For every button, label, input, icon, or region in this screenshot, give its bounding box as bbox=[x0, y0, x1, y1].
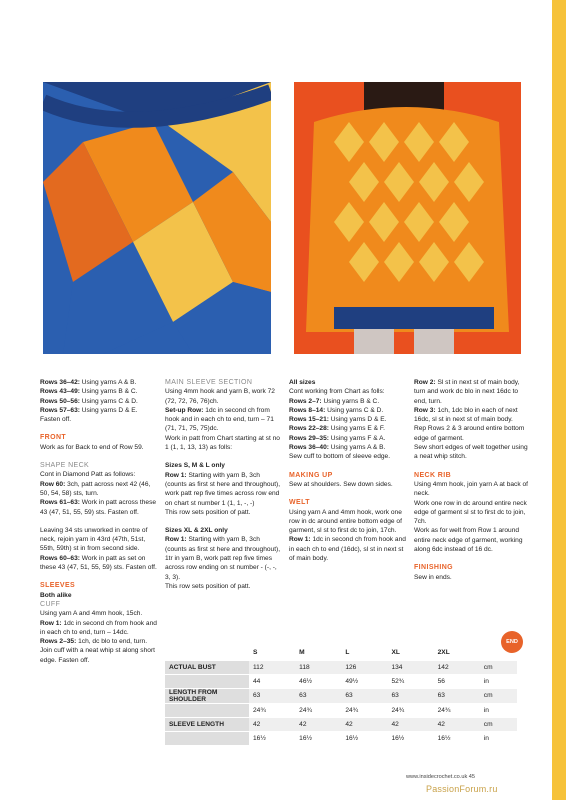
instruction-line: Rows 36–42: Using yarns A & B. bbox=[40, 379, 137, 386]
row-label bbox=[165, 674, 249, 688]
size-header: XL bbox=[387, 646, 433, 660]
table-cell: 42 bbox=[341, 717, 387, 731]
size-header: 2XL bbox=[434, 646, 480, 660]
instruction-line: Using yarn A and 4mm hook, work one row in dc around entire bottom edge of garment, sl st to first dc to join, 17ch. bbox=[289, 508, 402, 535]
rows-list-back bbox=[40, 378, 158, 424]
table-row bbox=[165, 688, 517, 703]
leaving-text: Leaving 34 sts unworked in centre of neck, rejoin yarn in 43rd (47th, 51st, 55th, 59th) st in from second side. bbox=[40, 526, 148, 553]
table-cell: 42 bbox=[249, 717, 295, 731]
table-cell: 52¾ bbox=[387, 674, 433, 688]
row-label: ACTUAL BUST bbox=[165, 660, 249, 674]
table-cell: 118 bbox=[295, 660, 341, 674]
sleeves-heading: SLEEVES bbox=[40, 582, 76, 590]
unit-cell: cm bbox=[480, 660, 517, 674]
instruction-line: Sew cuff to bottom of sleeve edge. bbox=[289, 453, 391, 461]
neck-rib-heading: NECK RIB bbox=[414, 471, 452, 479]
front-text: Work as for Back to end of Row 59. bbox=[40, 443, 144, 451]
table-cell: 24¾ bbox=[387, 703, 433, 717]
table-cell: 16½ bbox=[295, 731, 341, 745]
unit-cell: in bbox=[480, 731, 517, 745]
instruction-line: Rows 22–28: Using yarns E & F. bbox=[289, 425, 386, 433]
instruction-line: Rows 8–14: Using yarns C & D. bbox=[289, 406, 384, 414]
table-cell: 63 bbox=[249, 688, 295, 703]
instruction-line: Rows 2–7: Using yarns B & C. bbox=[289, 397, 380, 405]
table-cell: 42 bbox=[434, 717, 480, 731]
table-cell: 42 bbox=[387, 717, 433, 731]
instruction-line: Row 1: Starting with yarn B, 3ch (counts as first st here and throughout), work patt rep five times across row end on chart st number 1 (1, 1, -, -) bbox=[165, 471, 281, 507]
table-cell: 24¾ bbox=[295, 703, 341, 717]
instruction-line: Rep Rows 2 & 3 around entire bottom edge of garment. bbox=[414, 425, 525, 442]
both-alike-label: Both alike bbox=[40, 591, 72, 599]
table-cell: 134 bbox=[387, 660, 433, 674]
instruction-line: Rows 15–21: Using yarns D & E. bbox=[289, 416, 387, 424]
instruction-line: Rows 61–63: Work in patt across these 43 (47, 51, 55, 59) sts. Fasten off. bbox=[40, 499, 157, 516]
finishing-text: Sew in ends. bbox=[414, 573, 452, 581]
table-cell: 16½ bbox=[387, 731, 433, 745]
text-column-4 bbox=[414, 378, 530, 582]
text-column-3 bbox=[289, 378, 407, 563]
unit-cell: in bbox=[480, 703, 517, 717]
size-header: S bbox=[249, 646, 295, 660]
table-cell: 63 bbox=[295, 688, 341, 703]
welt-heading: WELT bbox=[289, 499, 310, 507]
instruction-line: Rows 29–35: Using yarns F & A. bbox=[289, 434, 386, 442]
table-header-row bbox=[165, 646, 517, 660]
table-cell: 24¾ bbox=[249, 703, 295, 717]
instruction-line: Row 1: Starting with yarn B, 3ch (counts as first st here and throughout), 1tr in yarn B, work patt rep five times across row ending on st number - (-, -, 3, 3). bbox=[165, 536, 281, 581]
size-table bbox=[165, 646, 517, 746]
instruction-line: Rows 36–40: Using yarns A & B. bbox=[289, 444, 386, 452]
instruction-line: Row 3: 1ch, 1dc blo in each of next 16dc, sl st in next st of main body. bbox=[414, 406, 518, 424]
instruction-line: Rows 60–63: Work in patt as set on these 43 (47, 51, 55, 59) sts. Fasten off. bbox=[40, 554, 157, 572]
sizes-sml-heading: Sizes S, M & L only bbox=[165, 462, 225, 470]
cuff-heading: CUFF bbox=[40, 600, 61, 608]
table-row bbox=[165, 731, 517, 745]
table-cell: 56 bbox=[434, 674, 480, 688]
side-color-strip bbox=[552, 0, 566, 800]
instruction-line: Using 4mm hook, join yarn A at back of neck. bbox=[414, 480, 528, 498]
instruction-line: Work as for welt from Row 1 around entire neck edge of garment, working along 6dc instead of 16 dc. bbox=[414, 527, 523, 554]
table-cell: 46½ bbox=[295, 674, 341, 688]
table-cell: 16½ bbox=[249, 731, 295, 745]
sweater-closeup-photo bbox=[43, 82, 271, 354]
all-sizes-heading: All sizes bbox=[289, 379, 316, 386]
size-header: L bbox=[341, 646, 387, 660]
table-row bbox=[165, 717, 517, 731]
instruction-line: Sew short edges of welt together using a neat whip stitch. bbox=[414, 444, 528, 461]
text-column-2 bbox=[165, 378, 283, 591]
table-cell: 126 bbox=[341, 660, 387, 674]
table-cell: 44 bbox=[249, 674, 295, 688]
instruction-line: Rows 57–63: Using yarns D & E. bbox=[40, 406, 138, 414]
instruction-line: Row 1: 1dc in second ch from hook and in each ch to end, turn – 14dc. bbox=[40, 619, 157, 636]
row-label: SLEEVE LENGTH bbox=[165, 717, 249, 731]
table-corner-cell bbox=[165, 646, 249, 660]
instruction-line: Fasten off. bbox=[40, 416, 72, 424]
model-wearing-sweater-photo bbox=[294, 82, 521, 354]
instruction-line: Rows 2–35: 1ch, dc blo to end, turn. bbox=[40, 638, 148, 646]
instruction-line: Work in patt from Chart starting at st no 1 (1, 1, 13, 13) as folls: bbox=[165, 434, 280, 452]
making-up-heading: MAKING UP bbox=[289, 471, 333, 479]
table-cell: 16½ bbox=[341, 731, 387, 745]
unit-cell: in bbox=[480, 674, 517, 688]
instruction-line: Rows 50–56: Using yarns C & D. bbox=[40, 397, 138, 405]
table-cell: 49½ bbox=[341, 674, 387, 688]
main-sleeve-heading: MAIN SLEEVE SECTION bbox=[165, 379, 253, 386]
table-cell: 63 bbox=[387, 688, 433, 703]
table-cell: 42 bbox=[295, 717, 341, 731]
footer-url[interactable]: www.insidecrochet.co.uk 45 bbox=[406, 774, 476, 780]
row-label bbox=[165, 703, 249, 717]
instruction-line: Using 4mm hook and yarn B, work 72 (72, 72, 76, 76)ch. bbox=[165, 388, 275, 405]
instruction-line: This row sets position of patt. bbox=[165, 508, 251, 516]
instruction-line: This row sets position of patt. bbox=[165, 582, 251, 590]
sizes-xl-heading: Sizes XL & 2XL only bbox=[165, 527, 228, 535]
watermark: PassionForum.ru bbox=[426, 784, 498, 794]
unit-header-blank bbox=[480, 646, 517, 660]
instruction-line: Row 1: 1dc in second ch from hook and in each ch to end (16dc), sl st in next st of main body. bbox=[289, 536, 406, 563]
instruction-line: Rows 43–49: Using yarns B & C. bbox=[40, 388, 138, 396]
table-cell: 16½ bbox=[434, 731, 480, 745]
shape-neck-heading: SHAPE NECK bbox=[40, 462, 90, 470]
table-row bbox=[165, 703, 517, 717]
table-row bbox=[165, 660, 517, 674]
instruction-line: Join cuff with a neat whip st along short edge. Fasten off. bbox=[40, 647, 155, 664]
instruction-line: Cont working from Chart as folls: bbox=[289, 388, 385, 396]
instruction-line: Cont in Diamond Patt as follows: bbox=[40, 471, 136, 479]
making-up-text: Sew at shoulders. Sew down sides. bbox=[289, 480, 393, 488]
row-label: LENGTH FROM SHOULDER bbox=[165, 688, 249, 703]
finishing-heading: FINISHING bbox=[414, 564, 453, 572]
table-cell: 24¾ bbox=[434, 703, 480, 717]
instruction-line: Using yarn A and 4mm hook, 15ch. bbox=[40, 610, 143, 618]
instruction-line: Row 60: 3ch, patt across next 42 (46, 50, 54, 58) sts, turn. bbox=[40, 480, 151, 497]
front-heading: FRONT bbox=[40, 434, 67, 442]
table-cell: 63 bbox=[434, 688, 480, 703]
row-label bbox=[165, 731, 249, 745]
end-badge: END bbox=[501, 631, 523, 653]
instruction-line: Work one row in dc around entire neck edge of garment sl st to first dc to join, 7ch. bbox=[414, 499, 527, 526]
unit-cell: cm bbox=[480, 717, 517, 731]
instruction-line: Set-up Row: 1dc in second ch from hook and in each ch to end, turn – 71 (71, 71, 75, 75)dc. bbox=[165, 406, 274, 433]
size-header: M bbox=[295, 646, 341, 660]
table-cell: 63 bbox=[341, 688, 387, 703]
table-cell: 24¾ bbox=[341, 703, 387, 717]
table-cell: 142 bbox=[434, 660, 480, 674]
table-row bbox=[165, 674, 517, 688]
instruction-line: Row 2: Sl st in next st of main body, turn and work dc blo in next 16dc to end, turn. bbox=[414, 379, 520, 405]
table-cell: 112 bbox=[249, 660, 295, 674]
unit-cell: cm bbox=[480, 688, 517, 703]
text-column-1 bbox=[40, 378, 158, 665]
